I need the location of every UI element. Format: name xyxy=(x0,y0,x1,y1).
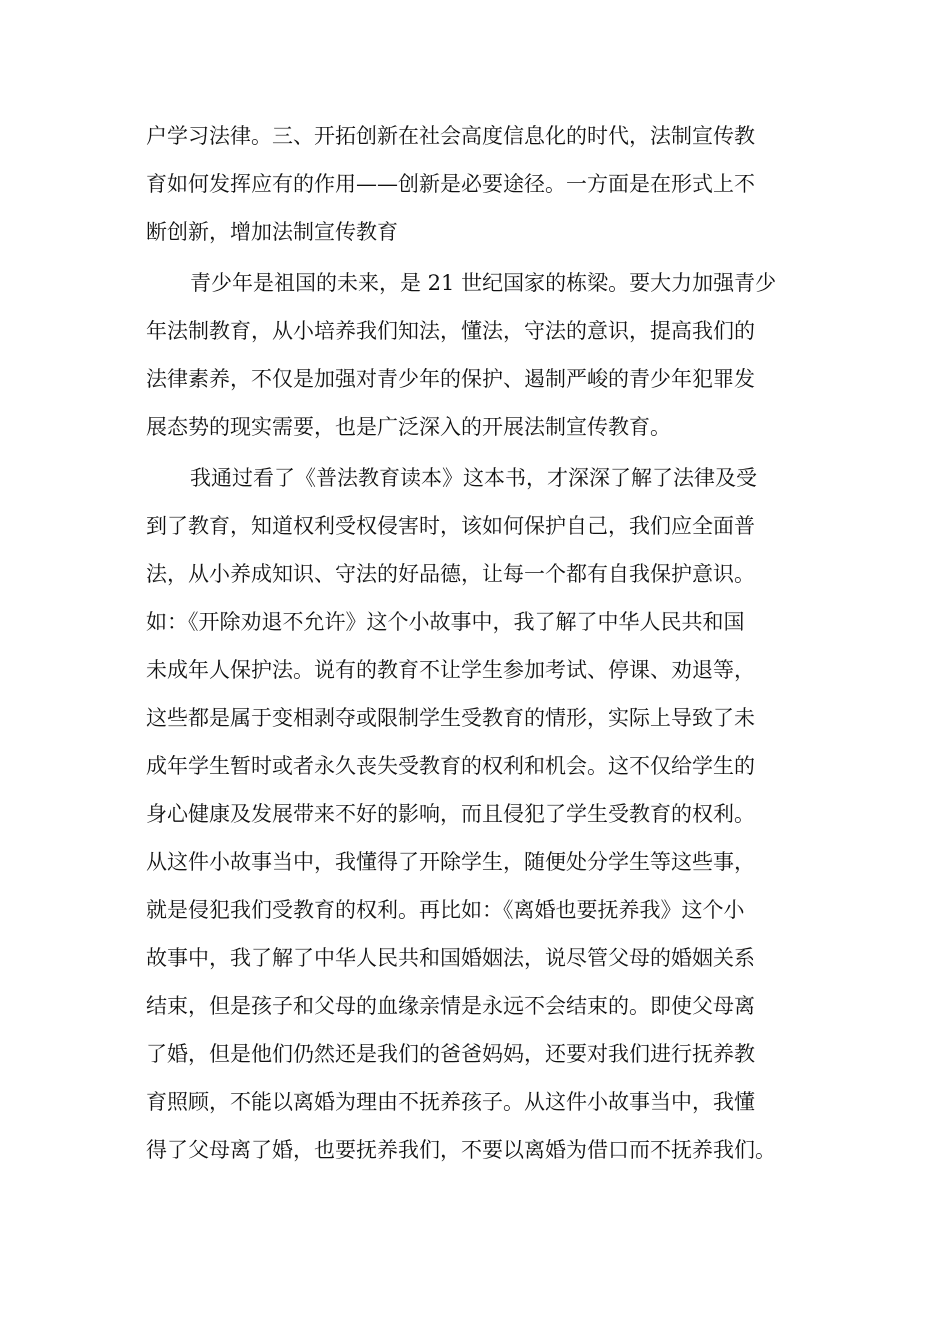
paragraph-1 xyxy=(146,112,836,256)
text-line: 这些都是属于变相剥夺或限制学生受教育的情形，实际上导致了未 xyxy=(146,706,755,730)
text-line: 育如何发挥应有的作用——创新是必要途径。一方面是在形式上不 xyxy=(146,172,755,196)
paragraph-3 xyxy=(146,454,836,1174)
text-line: 如：《开除劝退不允许》这个小故事中，我了解了中华人民共和国 xyxy=(146,610,745,634)
text-line: 青少年是祖国的未来，是 21 世纪国家的栋梁。要大力加强青少 xyxy=(190,271,777,295)
text-line: 户学习法律。三、开拓创新在社会高度信息化的时代，法制宣传教 xyxy=(146,124,755,148)
text-line: 未成年人保护法。说有的教育不让学生参加考试、停课、劝退等， xyxy=(146,658,755,682)
text-line: 从这件小故事当中，我懂得了开除学生，随便处分学生等这些事， xyxy=(146,850,755,874)
text-line: 法，从小养成知识、守法的好品德，让每一个都有自我保护意识。 xyxy=(146,562,755,586)
text-line: 展态势的现实需要，也是广泛深入的开展法制宣传教育。 xyxy=(146,415,671,439)
text-line: 育照顾，不能以离婚为理由不抚养孩子。从这件小故事当中，我懂 xyxy=(146,1090,755,1114)
text-line: 年法制教育，从小培养我们知法，懂法，守法的意识，提高我们的 xyxy=(146,319,755,343)
text-line: 断创新，增加法制宣传教育 xyxy=(146,220,398,244)
body-text xyxy=(146,112,836,1174)
text-line: 就是侵犯我们受教育的权利。再比如：《离婚也要抚养我》这个小 xyxy=(146,898,745,922)
text-line: 身心健康及发展带来不好的影响，而且侵犯了学生受教育的权利。 xyxy=(146,802,755,826)
text-line: 了婚，但是他们仍然还是我们的爸爸妈妈，还要对我们进行抚养教 xyxy=(146,1042,755,1066)
text-line: 结束，但是孩子和父母的血缘亲情是永远不会结束的。即使父母离 xyxy=(146,994,755,1018)
text-line: 我通过看了《普法教育读本》这本书，才深深了解了法律及受 xyxy=(190,466,757,490)
text-line: 成年学生暂时或者永久丧失受教育的权利和机会。这不仅给学生的 xyxy=(146,754,755,778)
paragraph-2 xyxy=(146,259,836,451)
text-line: 到了教育，知道权利受权侵害时，该如何保护自己，我们应全面普 xyxy=(146,514,755,538)
text-line: 得了父母离了婚，也要抚养我们，不要以离婚为借口而不抚养我们。 xyxy=(146,1138,776,1162)
text-line: 故事中，我了解了中华人民共和国婚姻法，说尽管父母的婚姻关系 xyxy=(146,946,755,970)
text-line: 法律素养，不仅是加强对青少年的保护、遏制严峻的青少年犯罪发 xyxy=(146,367,755,391)
